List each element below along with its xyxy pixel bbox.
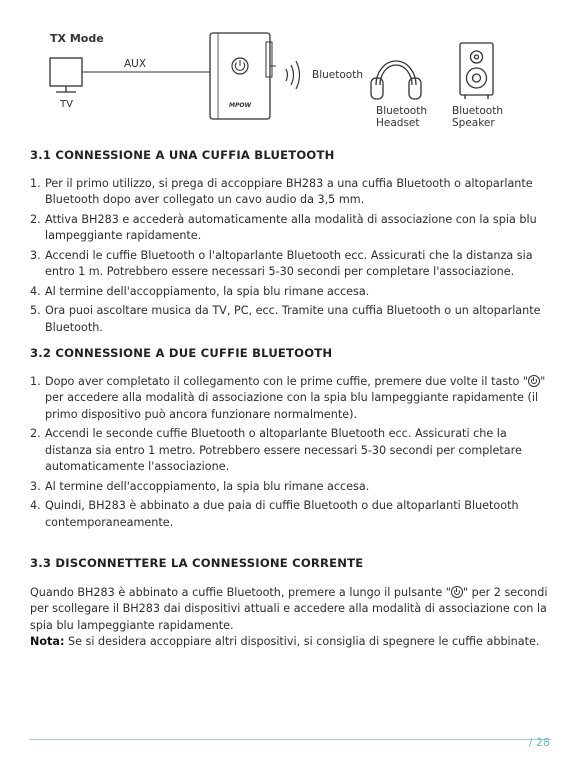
section-title: 3.3 DISCONNETTERE LA CONNESSIONE CORRENTE	[30, 556, 364, 570]
steps-list	[30, 374, 556, 532]
headset-icon	[371, 61, 421, 99]
section-title: 3.2 CONNESSIONE A DUE CUFFIE BLUETOOTH	[30, 346, 333, 360]
list-item: 1. Dopo aver completato il collegamento con le prime cuffie, premere due volte il tasto " " per accedere alla modalità di associazione con la spia blu lampeggiante rapidamente (il primo dispositivo può ancora funzionare normalmente).	[30, 374, 546, 421]
footer-divider	[30, 739, 551, 740]
list-item: 3. Al termine dell'accoppiamento, la spia blu rimane accesa.	[30, 479, 370, 493]
section-disconnect	[30, 555, 556, 651]
steps-list	[30, 176, 556, 337]
list-item: 1. Per il primo utilizzo, si prega di accoppiare BH283 a una cuffia Bluetooth o altoparlante Bluetooth dopo aver collegato un cavo audio da 3,5 mm.	[30, 176, 533, 206]
manual-content	[30, 147, 556, 651]
bluetooth-label: Bluetooth	[312, 69, 363, 81]
list-item: 4. Al termine dell'accoppiamento, la spia blu rimane accesa.	[30, 284, 370, 298]
page-number: / 28	[528, 736, 550, 749]
brand-logo: MPOW	[229, 102, 252, 109]
list-item: 3. Accendi le cuffie Bluetooth o l'altoparlante Bluetooth ecc. Assicurati che la distanza sia entro 1 m. Potrebbero essere necessari 5-30 secondi per completare l'associazione.	[30, 248, 533, 278]
list-item: 4. Quindi, BH283 è abbinato a due paia di cuffie Bluetooth o due altoparlanti Bluetooth contemporaneamente.	[30, 499, 519, 529]
tx-mode-diagram	[0, 0, 581, 140]
tx-mode-label: TX Mode	[50, 32, 104, 45]
section-single-headphone	[30, 147, 556, 336]
wireless-waves-icon	[286, 61, 300, 89]
speaker-icon	[460, 43, 493, 99]
section-title: 3.1 CONNESSIONE A UNA CUFFIA BLUETOOTH	[30, 148, 335, 162]
headset-label-line2: Headset	[376, 117, 420, 129]
speaker-label-line2: Speaker	[452, 117, 495, 129]
aux-label: AUX	[124, 58, 147, 70]
speaker-label-line1: Bluetooth	[452, 105, 503, 117]
disconnect-paragraph: Quando BH283 è abbinato a cuffie Bluetooth, premere a lungo il pulsante " " per 2 secondi per scollegare il BH283 dai dispositivi attuali e accedere alla modalità di associazione con la spia blu lampeggiante rapidamente.	[30, 585, 548, 632]
list-item: 5. Ora puoi ascoltare musica da TV, PC, ecc. Tramite una cuffia Bluetooth o un altoparlante Bluetooth.	[30, 304, 541, 334]
tv-icon	[50, 58, 82, 92]
section-two-headphones	[30, 345, 556, 531]
note-paragraph: Nota: Se si desidera accoppiare altri dispositivi, si consiglia di spegnere le cuffie abbinate.	[30, 635, 540, 648]
power-button-icon	[528, 375, 540, 387]
list-item: 2. Attiva BH283 e accederà automaticamente alla modalità di associazione con la spia blu lampeggiante rapidamente.	[30, 212, 537, 242]
tv-label: TV	[60, 99, 73, 110]
headset-label-line1: Bluetooth	[376, 105, 427, 117]
list-item: 2. Accendi le seconde cuffie Bluetooth o altoparlante Bluetooth ecc. Assicurati che la distanza sia entro 1 metro. Potrebbero essere necessari 5-30 secondi per completare automaticamente l'associazione.	[30, 427, 522, 473]
power-button-icon	[451, 586, 463, 598]
note-label: Nota:	[30, 635, 65, 648]
